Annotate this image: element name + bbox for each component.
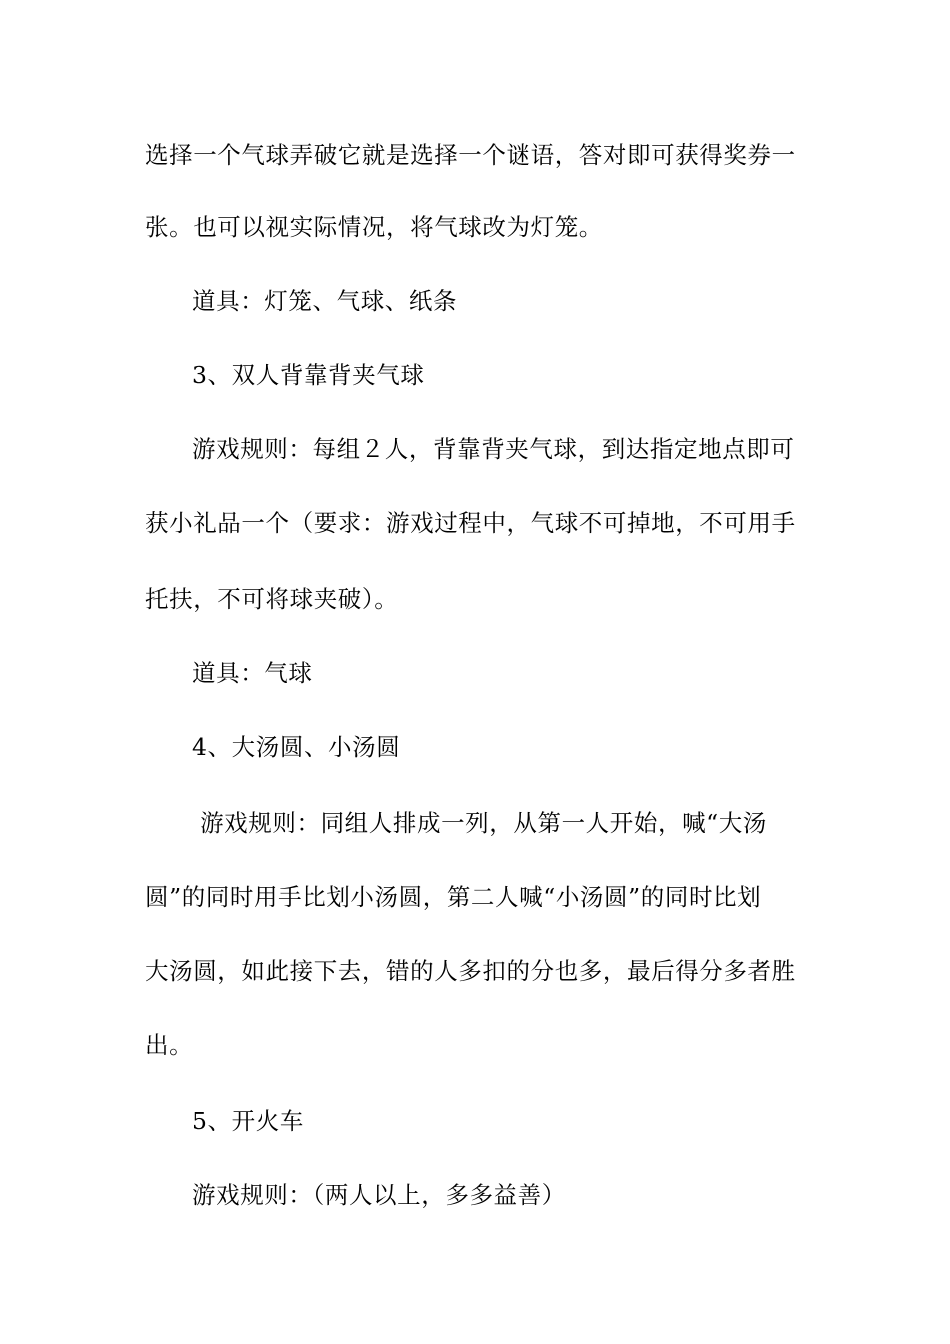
paragraph-line: 获小礼品一个（要求：游戏过程中，气球不可掉地，不可用手 <box>145 509 796 537</box>
paragraph-line: 出。 <box>145 1031 194 1059</box>
section-heading: 3、双人背靠背夹气球 <box>192 361 425 389</box>
paragraph-line: 张。也可以视实际情况，将气球改为灯笼。 <box>145 213 603 241</box>
paragraph-line: 游戏规则：（两人以上，多多益善） <box>192 1181 566 1209</box>
section-heading: 4、大汤圆、小汤圆 <box>192 733 401 761</box>
props-line: 道具：气球 <box>192 659 313 687</box>
paragraph-line: 大汤圆，如此接下去，错的人多扣的分也多，最后得分多者胜 <box>145 957 796 985</box>
paragraph-line: 圆”的同时用手比划小汤圆，第二人喊“小汤圆”的同时比划 <box>145 883 762 911</box>
section-heading: 5、开火车 <box>192 1107 304 1135</box>
paragraph-line: 游戏规则：每组２人，背靠背夹气球，到达指定地点即可 <box>192 435 795 463</box>
paragraph-line: 选择一个气球弄破它就是选择一个谜语，答对即可获得奖券一 <box>145 141 796 169</box>
paragraph-line: 托扶，不可将球夹破）。 <box>145 585 399 613</box>
paragraph-line: 游戏规则：同组人排成一列，从第一人开始，喊“大汤 <box>192 809 767 837</box>
props-line: 道具：灯笼、气球、纸条 <box>192 287 458 315</box>
